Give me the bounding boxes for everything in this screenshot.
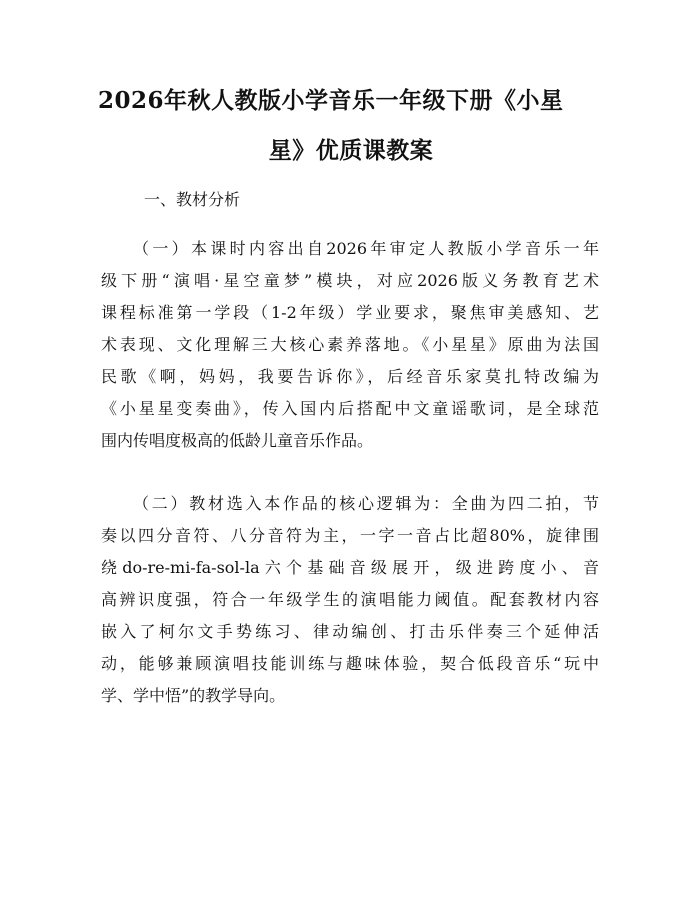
document-title-line-2: 星》优质课教案 <box>268 137 434 164</box>
document-title-line-1: 2026年秋人教版小学音乐一年级下册《小星 <box>98 87 564 114</box>
paragraph-2-line: 高辨识度强，符合一年级学生的演唱能力阈值。配套教材内容 <box>101 590 599 609</box>
paragraph-2-line: 奏以四分音符、八分音符为主，一字一音占比超80%，旋律围 <box>101 526 599 545</box>
paragraph-2-line: （二）教材选入本作品的核心逻辑为：全曲为四二拍，节 <box>133 494 599 513</box>
paragraph-1-line: 术表现、文化理解三大核心素养落地。《小星星》原曲为法国 <box>101 335 599 354</box>
section-heading: 一、教材分析 <box>144 190 241 209</box>
paragraph-2-line: 动，能够兼顾演唱技能训练与趣味体验，契合低段音乐“玩中 <box>101 654 599 673</box>
paragraph-2-line: 绕do-re-mi-fa-sol-la六个基础音级展开，级进跨度小、音 <box>101 558 599 577</box>
paragraph-1-line: 级下册“演唱·星空童梦”模块，对应2026版义务教育艺术 <box>101 271 599 290</box>
paragraph-1-line: 围内传唱度极高的低龄儿童音乐作品。 <box>101 431 374 450</box>
paragraph-1-line: 课程标准第一学段（1-2年级）学业要求，聚焦审美感知、艺 <box>101 303 599 322</box>
paragraph-2-line: 学、学中悟”的教学导向。 <box>101 686 286 705</box>
paragraph-1-line: 民歌《啊，妈妈，我要告诉你》，后经音乐家莫扎特改编为 <box>101 367 599 386</box>
paragraph-1-line: 《小星星变奏曲》，传入国内后搭配中文童谣歌词，是全球范 <box>101 399 599 418</box>
paragraph-1-line: （一）本课时内容出自2026年审定人教版小学音乐一年 <box>133 239 599 258</box>
paragraph-2-line: 嵌入了柯尔文手势练习、律动编创、打击乐伴奏三个延伸活 <box>101 622 599 641</box>
